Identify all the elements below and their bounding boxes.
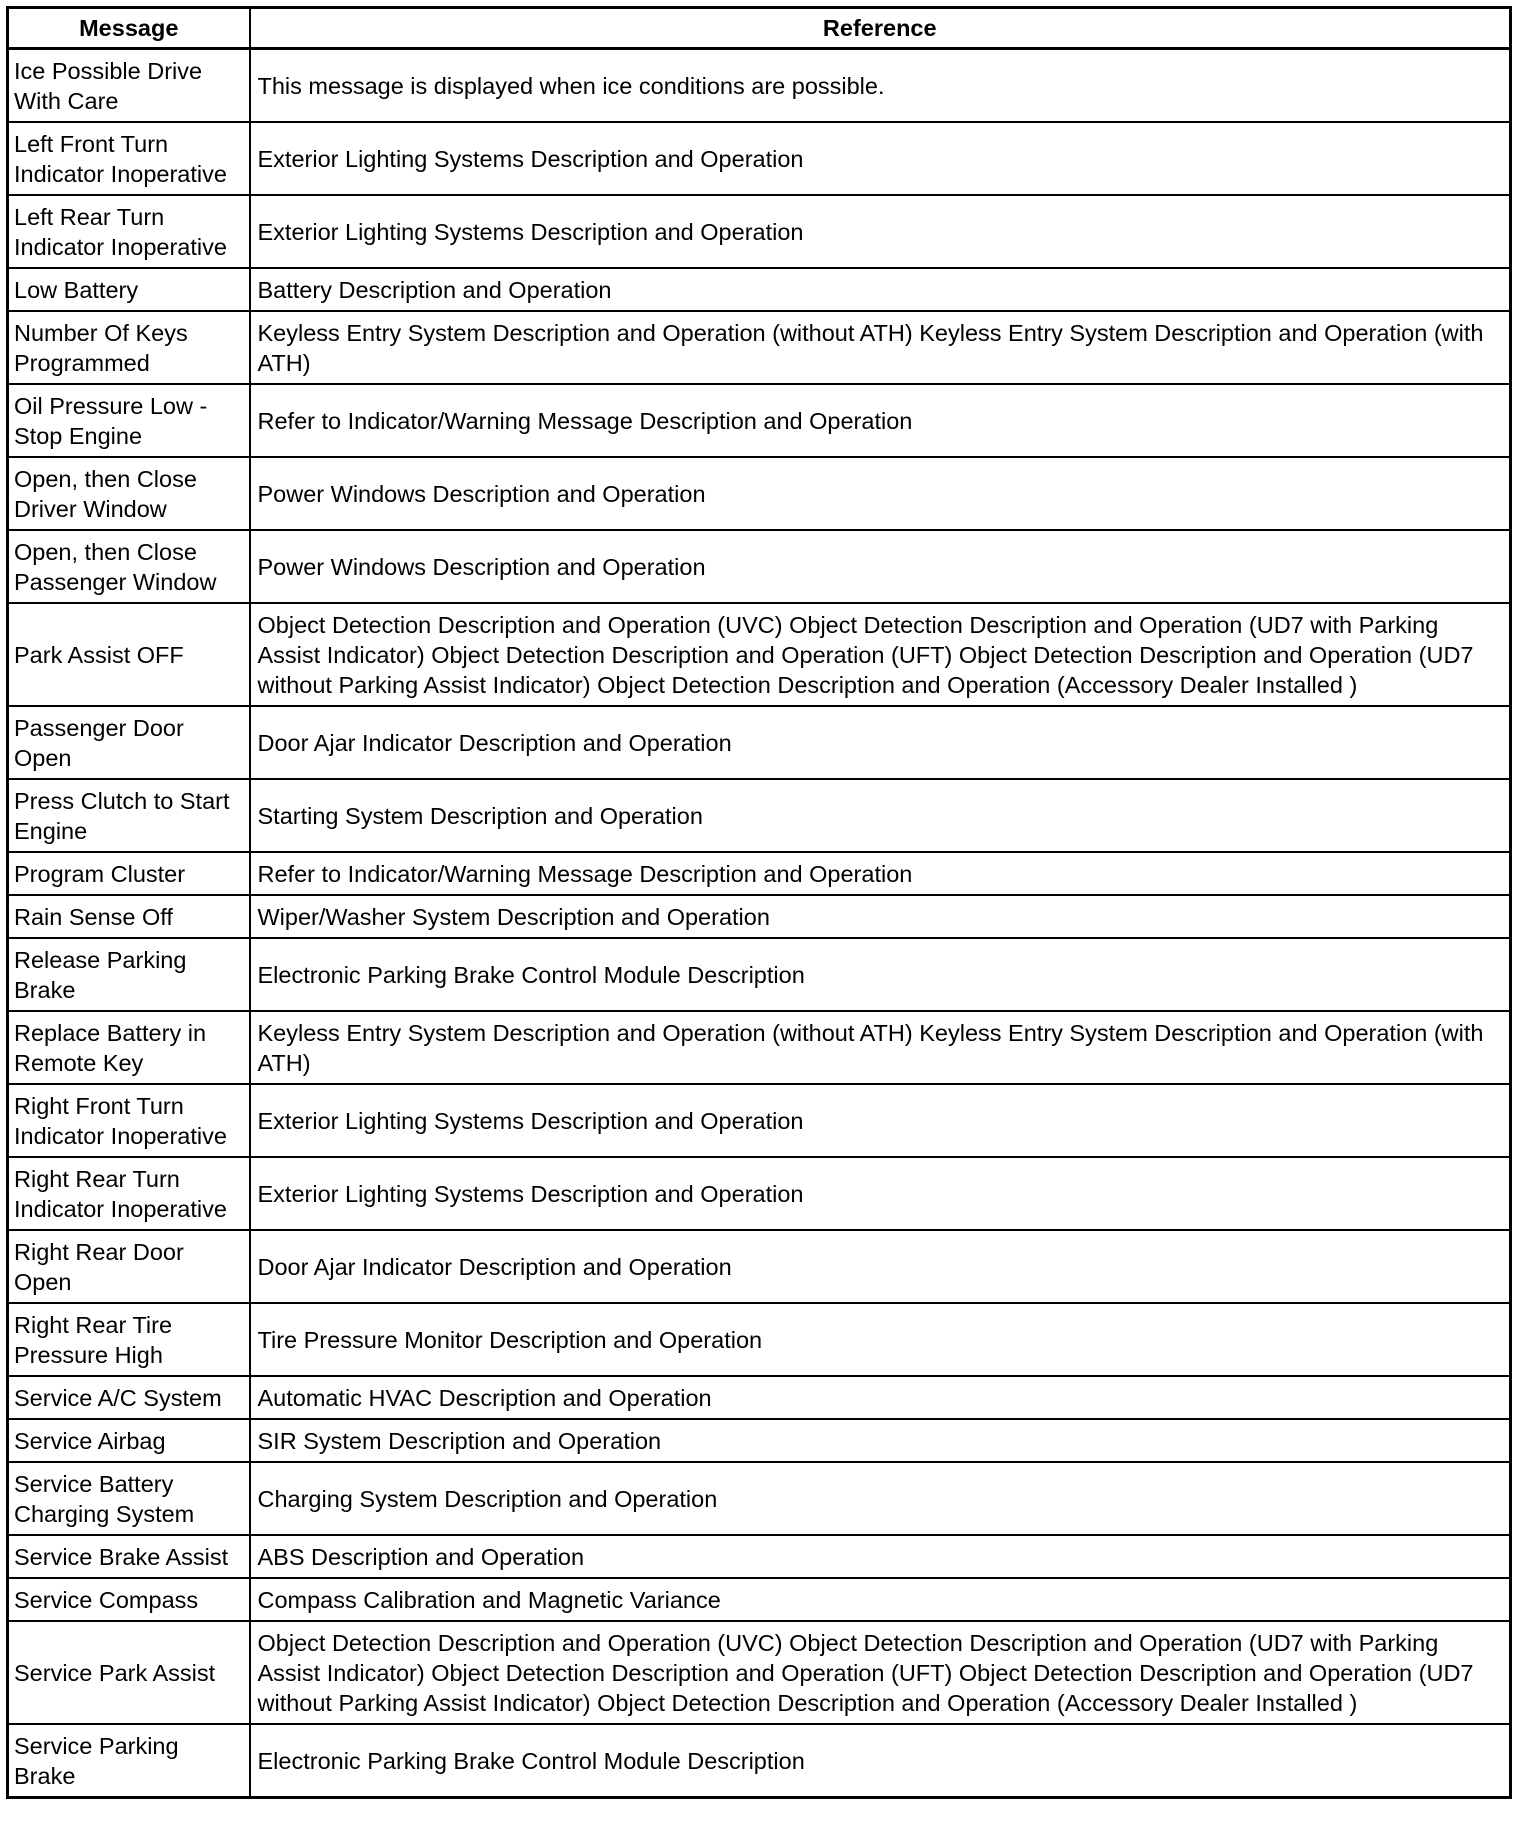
- message-cell: Service Compass: [8, 1578, 250, 1621]
- table-row: [8, 779, 1511, 852]
- message-cell: Service Battery Charging System: [8, 1462, 250, 1535]
- reference-cell: Exterior Lighting Systems Description and Operation: [250, 195, 1511, 268]
- message-cell: Service A/C System: [8, 1376, 250, 1419]
- message-cell: Program Cluster: [8, 852, 250, 895]
- table-row: [8, 195, 1511, 268]
- reference-cell: Electronic Parking Brake Control Module Description: [250, 938, 1511, 1011]
- reference-cell: Keyless Entry System Description and Operation (without ATH) Keyless Entry System Description and Operation (with ATH): [250, 1011, 1511, 1084]
- message-cell: Oil Pressure Low - Stop Engine: [8, 384, 250, 457]
- reference-cell: Exterior Lighting Systems Description and Operation: [250, 122, 1511, 195]
- reference-cell: Automatic HVAC Description and Operation: [250, 1376, 1511, 1419]
- table-row: [8, 1376, 1511, 1419]
- message-cell: Right Rear Turn Indicator Inoperative: [8, 1157, 250, 1230]
- table-row: [8, 1462, 1511, 1535]
- table-row: [8, 49, 1511, 123]
- message-cell: Low Battery: [8, 268, 250, 311]
- table-row: [8, 895, 1511, 938]
- reference-cell: Wiper/Washer System Description and Operation: [250, 895, 1511, 938]
- table-row: [8, 706, 1511, 779]
- reference-cell: Door Ajar Indicator Description and Operation: [250, 1230, 1511, 1303]
- message-cell: Open, then Close Driver Window: [8, 457, 250, 530]
- message-cell: Right Front Turn Indicator Inoperative: [8, 1084, 250, 1157]
- reference-cell: Compass Calibration and Magnetic Variance: [250, 1578, 1511, 1621]
- column-header-reference: Reference: [250, 8, 1511, 49]
- message-cell: Service Parking Brake: [8, 1724, 250, 1798]
- table-row: [8, 1011, 1511, 1084]
- message-cell: Release Parking Brake: [8, 938, 250, 1011]
- message-cell: Ice Possible Drive With Care: [8, 49, 250, 123]
- reference-cell: Battery Description and Operation: [250, 268, 1511, 311]
- message-cell: Rain Sense Off: [8, 895, 250, 938]
- message-cell: Passenger Door Open: [8, 706, 250, 779]
- table-row: [8, 603, 1511, 706]
- table-row: [8, 1157, 1511, 1230]
- reference-cell: Electronic Parking Brake Control Module Description: [250, 1724, 1511, 1798]
- table-row: [8, 938, 1511, 1011]
- message-reference-table-container: [6, 6, 1509, 1799]
- message-reference-table: [6, 6, 1512, 1799]
- reference-cell: Power Windows Description and Operation: [250, 457, 1511, 530]
- table-row: [8, 457, 1511, 530]
- reference-cell: This message is displayed when ice conditions are possible.: [250, 49, 1511, 123]
- table-row: [8, 530, 1511, 603]
- table-row: [8, 1230, 1511, 1303]
- table-row: [8, 1084, 1511, 1157]
- reference-cell: Power Windows Description and Operation: [250, 530, 1511, 603]
- table-row: [8, 1724, 1511, 1798]
- message-cell: Service Park Assist: [8, 1621, 250, 1724]
- table-body: [8, 49, 1511, 1798]
- reference-cell: Starting System Description and Operation: [250, 779, 1511, 852]
- table-row: [8, 1535, 1511, 1578]
- message-cell: Number Of Keys Programmed: [8, 311, 250, 384]
- table-row: [8, 1303, 1511, 1376]
- reference-cell: Keyless Entry System Description and Operation (without ATH) Keyless Entry System Description and Operation (with ATH): [250, 311, 1511, 384]
- table-row: [8, 852, 1511, 895]
- message-cell: Replace Battery in Remote Key: [8, 1011, 250, 1084]
- table-row: [8, 1621, 1511, 1724]
- message-cell: Right Rear Tire Pressure High: [8, 1303, 250, 1376]
- message-cell: Park Assist OFF: [8, 603, 250, 706]
- reference-cell: Exterior Lighting Systems Description and Operation: [250, 1157, 1511, 1230]
- reference-cell: Tire Pressure Monitor Description and Operation: [250, 1303, 1511, 1376]
- reference-cell: Refer to Indicator/Warning Message Description and Operation: [250, 384, 1511, 457]
- table-row: [8, 1419, 1511, 1462]
- message-cell: Press Clutch to Start Engine: [8, 779, 250, 852]
- table-row: [8, 268, 1511, 311]
- message-cell: Right Rear Door Open: [8, 1230, 250, 1303]
- message-cell: Open, then Close Passenger Window: [8, 530, 250, 603]
- table-header-row: [8, 8, 1511, 49]
- table-row: [8, 311, 1511, 384]
- reference-cell: Charging System Description and Operation: [250, 1462, 1511, 1535]
- reference-cell: Object Detection Description and Operation (UVC) Object Detection Description and Operation (UD7 with Parking Assist Indicator) Object Detection Description and Operation (UFT) Object Detection Description and Operation (UD7 without Parking Assist Indicator) Object Detection Description and Operation (Accessory Dealer Installed ): [250, 1621, 1511, 1724]
- message-cell: Left Front Turn Indicator Inoperative: [8, 122, 250, 195]
- reference-cell: ABS Description and Operation: [250, 1535, 1511, 1578]
- column-header-message: Message: [8, 8, 250, 49]
- table-row: [8, 122, 1511, 195]
- table-row: [8, 384, 1511, 457]
- reference-cell: Exterior Lighting Systems Description and Operation: [250, 1084, 1511, 1157]
- reference-cell: Door Ajar Indicator Description and Operation: [250, 706, 1511, 779]
- reference-cell: Object Detection Description and Operation (UVC) Object Detection Description and Operation (UD7 with Parking Assist Indicator) Object Detection Description and Operation (UFT) Object Detection Description and Operation (UD7 without Parking Assist Indicator) Object Detection Description and Operation (Accessory Dealer Installed ): [250, 603, 1511, 706]
- reference-cell: Refer to Indicator/Warning Message Description and Operation: [250, 852, 1511, 895]
- table-row: [8, 1578, 1511, 1621]
- message-cell: Left Rear Turn Indicator Inoperative: [8, 195, 250, 268]
- reference-cell: SIR System Description and Operation: [250, 1419, 1511, 1462]
- message-cell: Service Brake Assist: [8, 1535, 250, 1578]
- message-cell: Service Airbag: [8, 1419, 250, 1462]
